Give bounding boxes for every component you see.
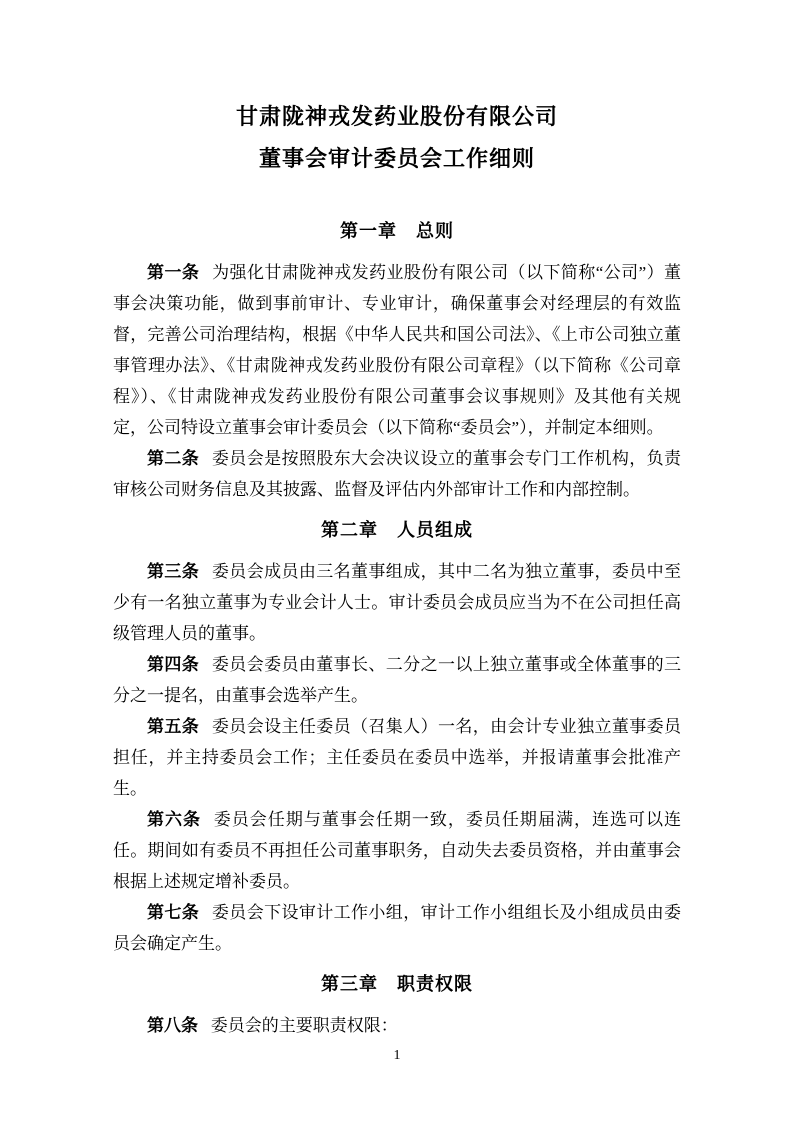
article-paragraph-1 — [113, 257, 681, 443]
article-text-4: 委员会委员由董事长、二分之一以上独立董事或全体董事的三分之一提名，由董事会选举产生。 — [113, 655, 682, 705]
article-text-5: 委员会设主任委员（召集人）一名，由会计专业独立董事委员担任，并主持委员会工作；主任委员在委员中选举，并报请董事会批准产生。 — [113, 717, 682, 798]
article-text-3: 委员会成员由三名董事组成，其中二名为独立董事，委员中至少有一名独立董事为专业会计人士。审计委员会成员应当为不在公司担任高级管理人员的董事。 — [113, 562, 682, 643]
article-label-3: 第三条 — [147, 562, 200, 581]
article-paragraph-8 — [113, 1010, 681, 1041]
article-paragraph-3 — [113, 556, 681, 649]
article-label-4: 第四条 — [147, 655, 200, 674]
article-text-7: 委员会下设审计工作小组，审计工作小组组长及小组成员由委员会确定产生。 — [113, 903, 682, 953]
document-title-block — [113, 96, 681, 180]
article-paragraph-7 — [113, 897, 681, 959]
page-number: 1 — [393, 1048, 401, 1063]
chapter-heading-duties: 第三章 职责权限 — [321, 974, 473, 994]
article-label-2: 第二条 — [147, 449, 200, 468]
article-text-8: 委员会的主要职责权限： — [210, 1016, 398, 1035]
article-text-1: 为强化甘肃陇神戎发药业股份有限公司（以下简称“公司”）董事会决策功能，做到事前审计、专业审计，确保董事会对经理层的有效监督，完善公司治理结构，根据《中华人民共和国公司法》、《上市公司独立董事管理办法》、《甘肃陇神戎发药业股份有限公司章程》（以下简称《公司章程》）、《甘肃陇神戎发药业股份有限公司董事会议事规则》及其他有关规定，公司特设立董事会审计委员会（以下简称“委员会”），并制定本细则。 — [113, 263, 682, 437]
article-paragraph-2 — [113, 443, 681, 505]
document-title-rules: 董事会审计委员会工作细则 — [258, 146, 535, 171]
chapter-heading-members: 第二章 人员组成 — [321, 520, 473, 540]
article-label-1: 第一条 — [147, 263, 200, 282]
article-label-7: 第七条 — [147, 903, 200, 922]
article-text-2: 委员会是按照股东大会决议设立的董事会专门工作机构，负责审核公司财务信息及其披露、监督及评估内外部审计工作和内部控制。 — [113, 449, 682, 499]
article-label-5: 第五条 — [147, 717, 200, 736]
chapter-heading-general: 第一章 总则 — [340, 221, 454, 241]
article-label-6: 第六条 — [147, 810, 202, 829]
article-label-8: 第八条 — [147, 1016, 198, 1035]
article-paragraph-4 — [113, 649, 681, 711]
article-text-6: 委员会任期与董事会任期一致，委员任期届满，连选可以连任。期间如有委员不再担任公司董事职务，自动失去委员资格，并由董事会根据上述规定增补委员。 — [113, 810, 682, 891]
document-title-company: 甘肃陇神戎发药业股份有限公司 — [235, 104, 558, 129]
article-paragraph-6 — [113, 804, 681, 897]
article-paragraph-5 — [113, 711, 681, 804]
